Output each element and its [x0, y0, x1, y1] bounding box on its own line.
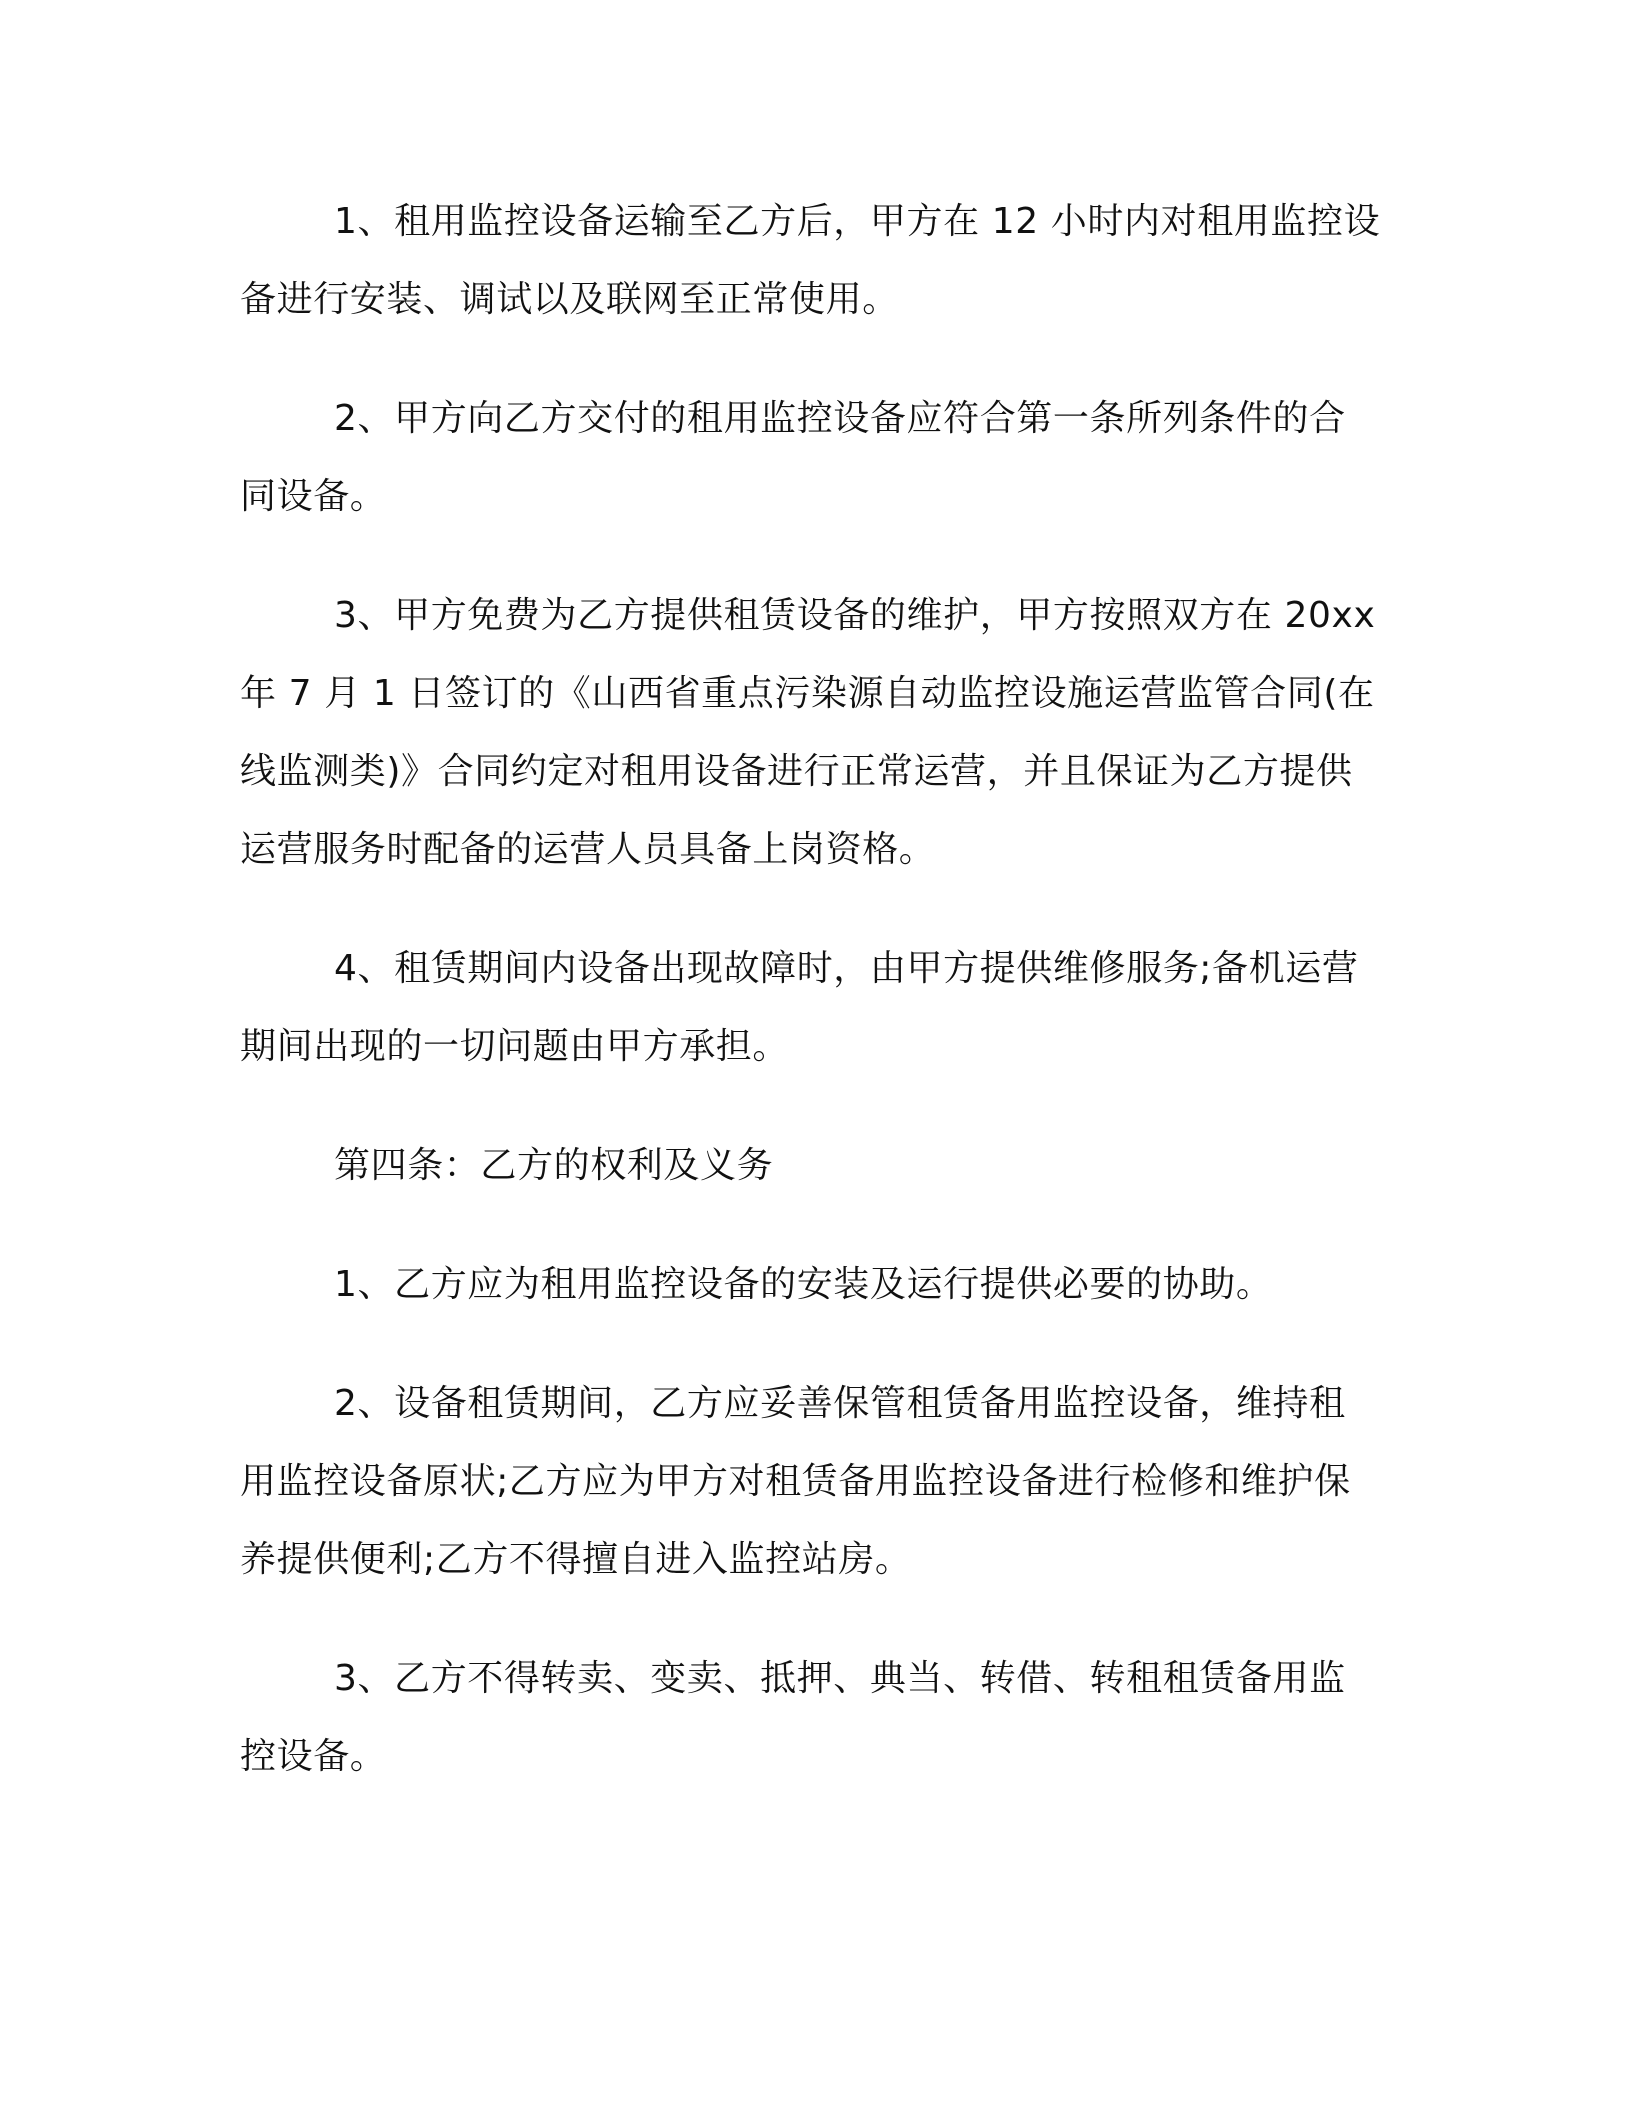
- paragraph-party-a-repair: [240, 930, 1400, 1086]
- text-line: 控设备。: [240, 1736, 387, 1777]
- paragraph-party-a-delivery: [240, 380, 1400, 536]
- paragraph-party-a-maintenance: [240, 577, 1400, 889]
- text-line: 2、甲方向乙方交付的租用监控设备应符合第一条所列条件的合: [334, 398, 1346, 439]
- paragraph-party-b-custody: [240, 1365, 1400, 1599]
- text-line: 运营服务时配备的运营人员具备上岗资格。: [240, 829, 936, 870]
- text-line: 备进行安装、调试以及联网至正常使用。: [240, 279, 899, 320]
- text-line: 3、乙方不得转卖、变卖、抵押、典当、转借、转租租赁备用监: [334, 1658, 1346, 1699]
- document-body: [240, 183, 1400, 1837]
- paragraph-party-b-assistance: [240, 1246, 1400, 1324]
- text-line: 期间出现的一切问题由甲方承担。: [240, 1026, 790, 1067]
- text-line: 3、甲方免费为乙方提供租赁设备的维护，甲方按照双方在 20xx: [334, 595, 1376, 636]
- heading-text: 第四条：乙方的权利及义务: [334, 1145, 774, 1186]
- text-line: 2、设备租赁期间，乙方应妥善保管租赁备用监控设备，维持租: [334, 1383, 1346, 1424]
- paragraph-party-a-installation: [240, 183, 1400, 339]
- text-line: 1、租用监控设备运输至乙方后，甲方在 12 小时内对租用监控设: [334, 201, 1381, 242]
- text-line: 线监测类)》合同约定对租用设备进行正常运营，并且保证为乙方提供: [240, 751, 1353, 792]
- text-line: 养提供便利;乙方不得擅自进入监控站房。: [240, 1539, 912, 1580]
- section-heading-article-four: [240, 1127, 1400, 1205]
- paragraph-party-b-prohibitions: [240, 1640, 1400, 1796]
- text-line: 用监控设备原状;乙方应为甲方对租赁备用监控设备进行检修和维护保: [240, 1461, 1351, 1502]
- text-line: 年 7 月 1 日签订的《山西省重点污染源自动监控设施运营监管合同(在: [240, 673, 1375, 714]
- text-line: 4、租赁期间内设备出现故障时，由甲方提供维修服务;备机运营: [334, 948, 1359, 989]
- text-line: 1、乙方应为租用监控设备的安装及运行提供必要的协助。: [334, 1264, 1273, 1305]
- text-line: 同设备。: [240, 476, 387, 517]
